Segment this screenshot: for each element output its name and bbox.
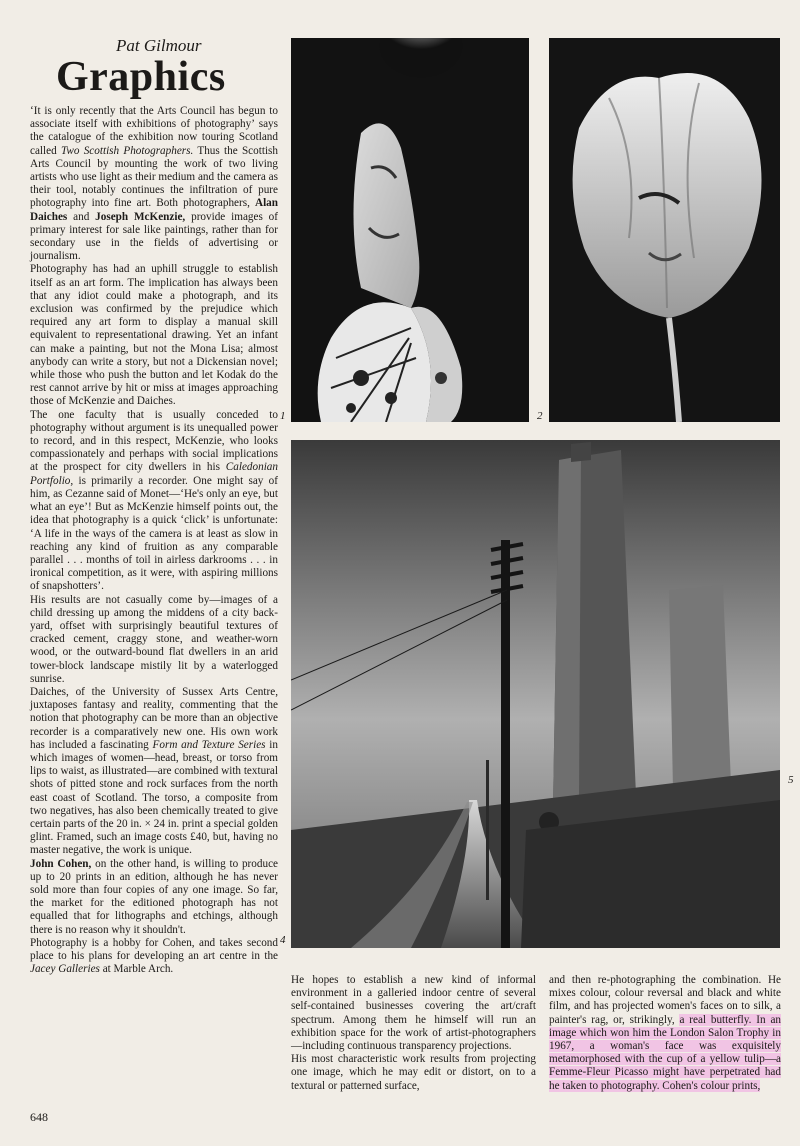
article-title: Graphics bbox=[56, 54, 226, 100]
text-run: on the other hand, is willing to produce up to 20 prints in an edition, although he has never sold more than four copies of any one image. So far, the market for the editioned photograph has not equalled that for lithographs and etchings, although there is no reason why it shouldn't. bbox=[30, 857, 278, 936]
text-run: His most characteristic work results from projecting one image, which he may edit or distort, on to a textural or patterned surface, bbox=[291, 1053, 536, 1092]
tower-block-image bbox=[291, 440, 780, 948]
text-run: Two Scottish Photographers. bbox=[60, 144, 194, 157]
text-run: in which images of women—head, breast, or torso from lips to waist, as illustrated—are combined with textural shots of pitted stone and rock surfaces from the north east coast of Scotland. The torso, a composite from two negatives, has also been chemically treated to give certain parts of the 20 in. × 24 in. print a special golden glint. Framed, such an image costs £40, but, having no master negative, the work is unique. bbox=[30, 738, 279, 857]
paragraph bbox=[549, 974, 781, 1093]
text-run: and bbox=[67, 210, 96, 223]
text-run: at Marble Arch. bbox=[99, 963, 174, 976]
text-run: Caledonian Portfolio, bbox=[30, 461, 278, 487]
text-run: John Cohen, bbox=[30, 857, 92, 870]
figure-number-5: 5 bbox=[788, 774, 794, 786]
article-column-left bbox=[30, 105, 278, 976]
text-run: Daiches, of the University of Sussex Arts Centre, juxtaposes fantasy and reality, commenting that the notion that photography can be more than an objective recorder is a comparatively new one. His own work has included a fascinating bbox=[30, 685, 278, 751]
text-run: Form and Texture Series bbox=[152, 738, 266, 751]
paragraph bbox=[30, 105, 278, 263]
article-column-right bbox=[549, 974, 781, 1093]
text-run: Photography has had an uphill struggle to establish itself as an art form. The implication has always been that any idiot could make a photograph, and its exclusion was confirmed by the prejudice which required any art form to display a manual skill equivalent to representational drawing. Yet an infant can make a painting, but not the Mona Lisa; almost anybody can write a story, but not a Dickensian novel; while those who push the button and let Kodak do the rest cannot arrive by hit or miss at images approaching those of McKenzie and Daiches. bbox=[30, 263, 278, 408]
paragraph bbox=[30, 937, 278, 977]
paragraph bbox=[30, 409, 278, 594]
paragraph bbox=[291, 1053, 536, 1093]
article-column-middle bbox=[291, 974, 536, 1093]
paragraph bbox=[30, 263, 278, 408]
photo-tower-block-landscape bbox=[291, 440, 780, 948]
text-run: He hopes to establish a new kind of informal environment in a galleried indoor centre of several self-contained businesses covering the art/craft spectrum. Among them he himself will run an exhibition space for the work of artist-photographers—including continuous transparency projections. bbox=[291, 974, 536, 1053]
text-run: The one faculty that is usually conceded to photography without argument is its unequalled power to record, and in this respect, McKenzie, who looks compassionately and perhaps with social implications at the prospect for city dwellers in his bbox=[30, 408, 278, 474]
figure-number-2: 2 bbox=[537, 410, 543, 422]
photo-butterfly-woman bbox=[291, 38, 529, 422]
paragraph bbox=[291, 974, 536, 1053]
figure-number-4: 4 bbox=[280, 934, 286, 946]
text-run: Thus the Scottish Arts Council by mounting the work of two living artists who use light as their medium and the camera as their tool, notably continues the infiltration of pure photography into fine art. Both photographers, bbox=[30, 144, 278, 210]
text-run: ‘It is only recently that the Arts Council has begun to associate itself with exhibitions of photography’ says the catalogue of the exhibition now touring Scotland called bbox=[30, 105, 278, 157]
highlighted-text: a real butterfly. In an image which won him the London Salon Trophy in 1967, a woman's face was exquisitely metamorphosed with the cup of a yellow tulip—a Femme-Fleur Picasso might have perpetrated had he taken to photography. Cohen's colour prints, bbox=[549, 1013, 781, 1092]
text-run: and then re-photographing the combination. He mixes colour, colour reversal and black and white film, and has projected women's faces on to silk, a painter's rag, or, strikingly, bbox=[549, 974, 781, 1026]
text-run: provide images of primary interest for sale like paintings, rather than for secondary use in the fields of advertising or journalism. bbox=[30, 210, 278, 263]
text-run: Photography is a hobby for Cohen, and takes second place to his plans for developing an art centre in the bbox=[30, 936, 278, 962]
paragraph bbox=[30, 594, 278, 686]
text-run: Alan Daiches bbox=[30, 197, 278, 223]
author-byline: Pat Gilmour bbox=[116, 36, 202, 55]
paragraph bbox=[30, 686, 278, 858]
text-run: Joseph McKenzie, bbox=[95, 210, 186, 223]
figure-number-1: 1 bbox=[280, 410, 286, 422]
paragraph bbox=[30, 858, 278, 937]
text-run: His results are not casually come by—images of a child dressing up among the middens of a city back-yard, offset with surprisingly beautiful textures of cracked cement, craggy stone, and weather-worn wood, or the outward-bound flat dwellers in an arid tower-block landscape mistily lit by a waterlogged sunrise. bbox=[30, 593, 278, 685]
text-run: is primarily a recorder. One might say of him, as Cezanne said of Monet—‘He's only an eye, but what an eye’! But as McKenzie himself points out, the idea that photography is a quick ‘click’ is unfortunate: ‘A life in the ways of the camera is at least as slow in reaching any kind of fruition as any comparable parallel . . . months of toil in airless darkrooms . . . in ironical competition, as it were, with aspiring millions of snapshotters’. bbox=[30, 474, 278, 593]
text-run: Jacey Galleries bbox=[30, 963, 100, 976]
butterfly-woman-image bbox=[291, 38, 529, 422]
page-number: 648 bbox=[30, 1110, 48, 1124]
photo-tulip-woman bbox=[549, 38, 780, 422]
tulip-woman-image bbox=[549, 38, 780, 422]
